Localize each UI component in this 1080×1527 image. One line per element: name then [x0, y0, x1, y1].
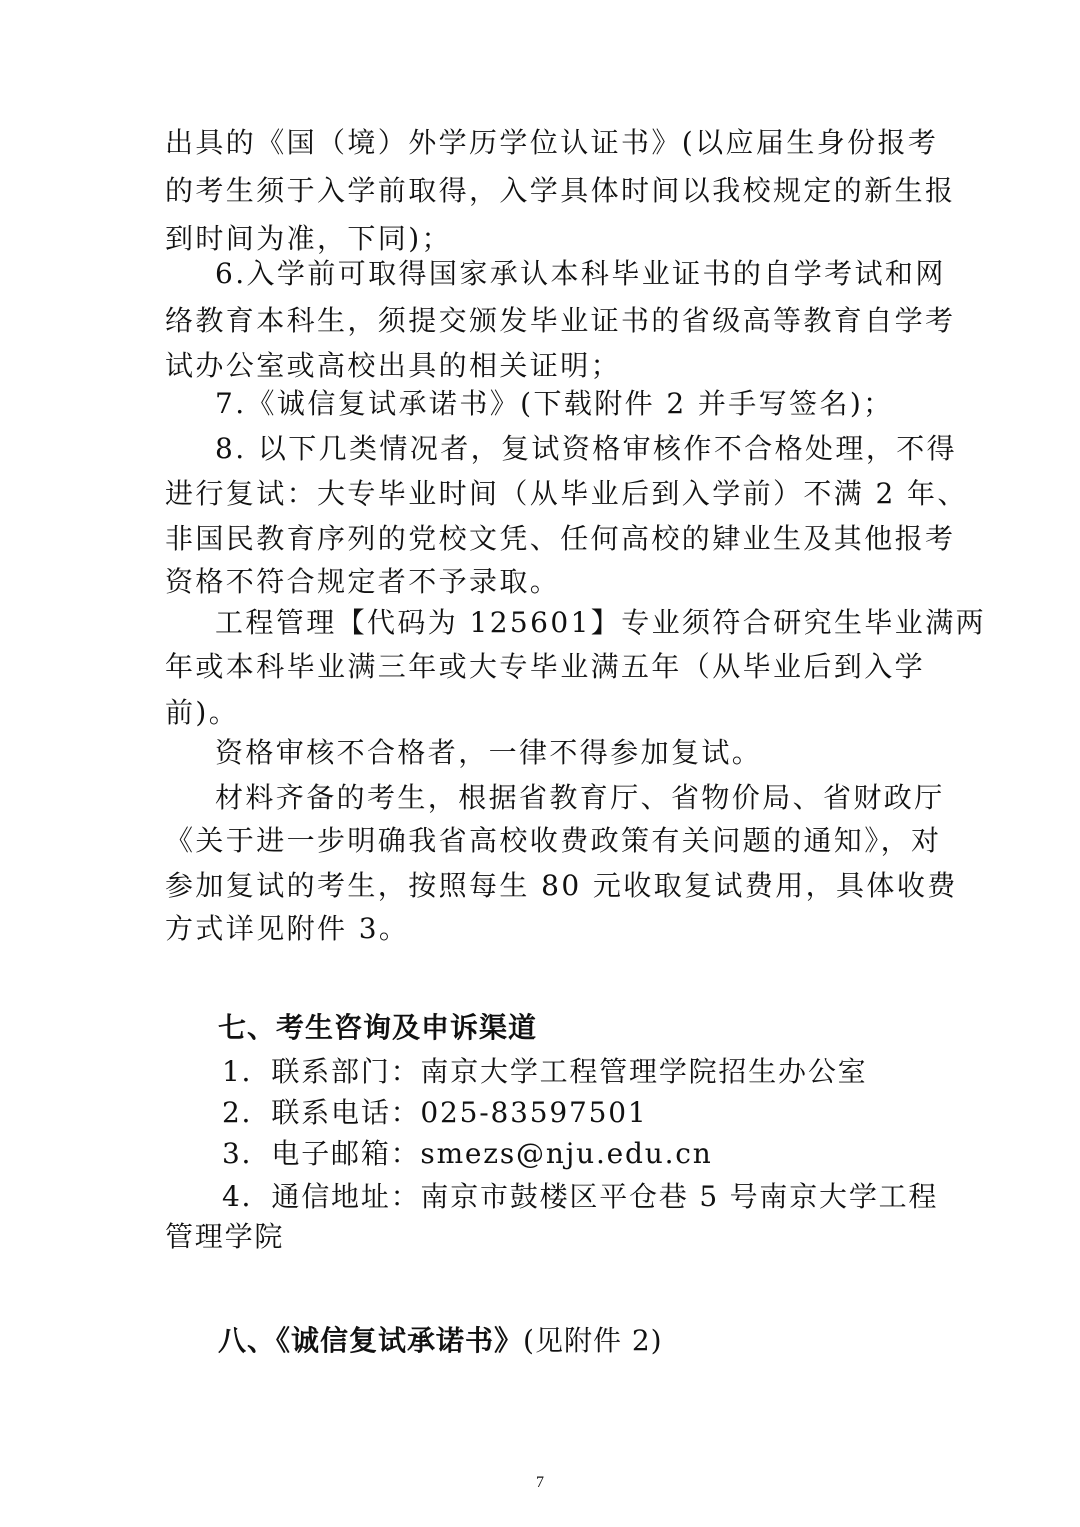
paragraph-line: 资格审核不合格者，一律不得参加复试。	[215, 736, 763, 769]
page-number: 7	[536, 1474, 544, 1491]
contact-item: 2．联系电话：025-83597501	[222, 1096, 648, 1129]
paragraph-line: 8. 以下几类情况者，复试资格审核作不合格处理，不得	[215, 432, 958, 465]
contact-item: 管理学院	[165, 1220, 285, 1253]
paragraph-line: 年或本科毕业满三年或大专毕业满五年（从毕业后到入学	[165, 650, 926, 683]
paragraph-line: 参加复试的考生，按照每生 80 元收取复试费用，具体收费	[165, 869, 958, 902]
contact-item: 4．通信地址：南京市鼓楼区平仓巷 5 号南京大学工程	[222, 1180, 939, 1213]
paragraph-line: 非国民教育序列的党校文凭、任何高校的肄业生及其他报考	[165, 522, 956, 555]
section-heading: 七、考生咨询及申诉渠道	[218, 1011, 538, 1044]
paragraph-line: 6.入学前可取得国家承认本科毕业证书的自学考试和网	[215, 257, 946, 290]
paragraph-line: 方式详见附件 3。	[165, 912, 410, 945]
paragraph-line: 进行复试：大专毕业时间（从毕业后到入学前）不满 2 年、	[165, 477, 968, 510]
section-heading-note: (见附件 2)	[523, 1324, 663, 1357]
paragraph-line: 前)。	[165, 696, 240, 729]
paragraph-line: 出具的《国（境）外学历学位认证书》(以应届生身份报考	[165, 126, 939, 159]
paragraph-line: 到时间为准，下同)；	[165, 222, 452, 255]
paragraph-line: 材料齐备的考生，根据省教育厅、省物价局、省财政厅	[215, 781, 945, 814]
paragraph-line: 工程管理【代码为 125601】专业须符合研究生毕业满两	[215, 606, 986, 639]
section-heading	[218, 1325, 663, 1357]
paragraph-line: 络教育本科生，须提交颁发毕业证书的省级高等教育自学考	[165, 304, 956, 337]
paragraph-line: 的考生须于入学前取得，入学具体时间以我校规定的新生报	[165, 174, 956, 207]
contact-item: 1．联系部门：南京大学工程管理学院招生办公室	[222, 1055, 868, 1088]
paragraph-line: 试办公室或高校出具的相关证明；	[165, 349, 622, 382]
paragraph-line: 7.《诚信复试承诺书》(下载附件 2 并手写签名)；	[215, 387, 894, 420]
contact-item: 3．电子邮箱：smezs@nju.edu.cn	[222, 1137, 713, 1170]
section-heading-title: 八、《诚信复试承诺书》	[218, 1324, 524, 1357]
paragraph-line: 资格不符合规定者不予录取。	[165, 565, 561, 598]
paragraph-line: 《关于进一步明确我省高校收费政策有关问题的通知》，对	[165, 824, 942, 857]
